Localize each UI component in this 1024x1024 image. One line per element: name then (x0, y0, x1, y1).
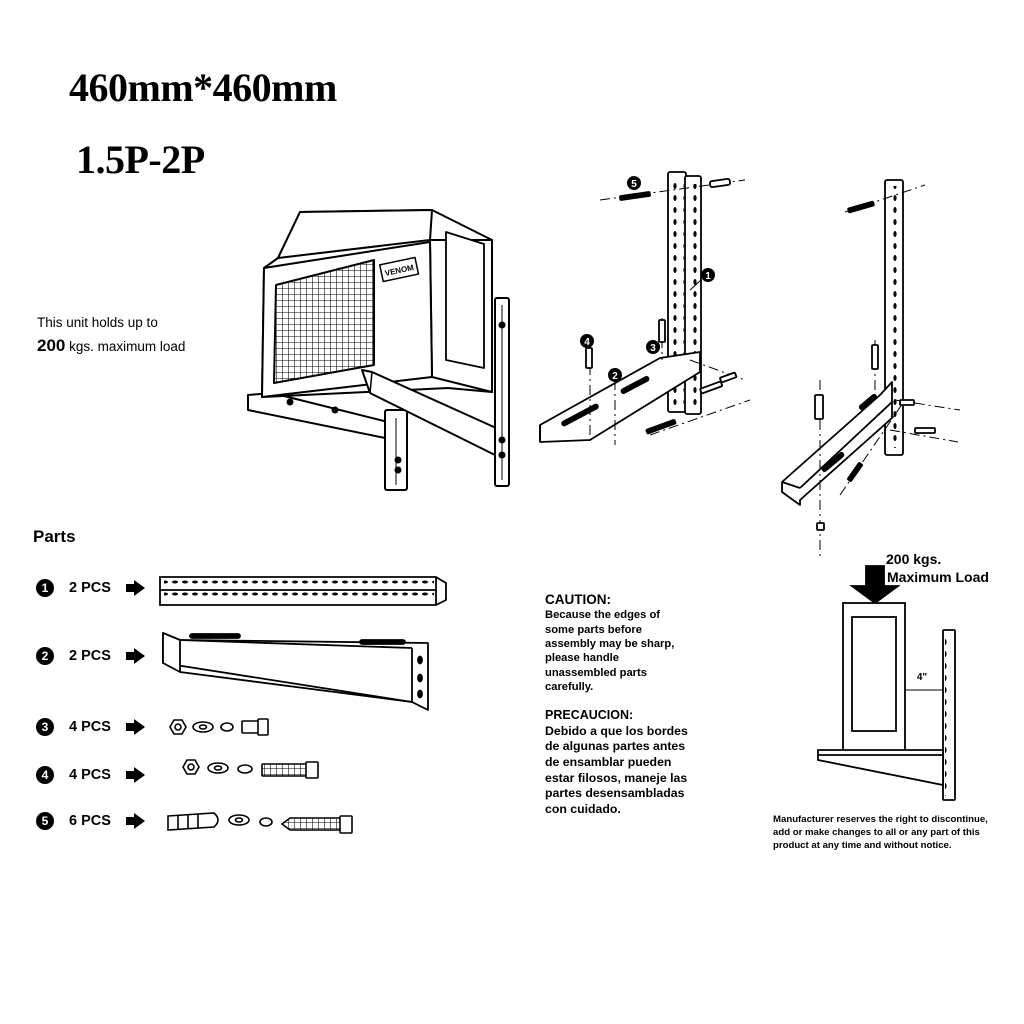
arrow-right-icon (134, 719, 145, 735)
part-5-hardware (168, 813, 352, 833)
arrow-right-icon (134, 648, 145, 664)
caution-line: assembly may be sharp, (545, 637, 675, 650)
part-1-angle-rail (160, 577, 446, 605)
callout-2-marker (608, 368, 622, 382)
part-row-3 (36, 716, 145, 738)
part-quantity: 4 PCS (69, 719, 111, 735)
part-3-hardware (170, 719, 268, 735)
exploded-bracket-diagram (540, 172, 750, 445)
svg-text:5: 5 (631, 179, 637, 190)
part-quantity: 4 PCS (69, 767, 111, 783)
unit-brand-text: VENOM (384, 263, 415, 278)
precaucion-block (545, 708, 688, 818)
caution-line: carefully. (545, 680, 594, 693)
manufacturer-note-line: Manufacturer reserves the right to discontinue, (773, 814, 988, 825)
arrow-right-icon (134, 813, 145, 829)
part-row-1 (36, 577, 145, 599)
precaucion-line: estar filosos, maneje las (545, 770, 688, 785)
part-quantity: 6 PCS (69, 813, 111, 829)
ac-unit-illustration (248, 210, 509, 490)
part-number-badge: 5 (36, 812, 54, 830)
part-quantity: 2 PCS (69, 648, 111, 664)
precaucion-line: Debido a que los bordes (545, 723, 688, 738)
manufacturer-note-line: product at any time and without notice. (773, 839, 952, 851)
part-number-badge: 4 (36, 766, 54, 784)
clearance-label: 4" (916, 672, 928, 683)
callout-5-marker (627, 176, 641, 190)
load-note-rest: kgs. maximum load (69, 339, 186, 355)
part-number-badge: 1 (36, 579, 54, 597)
parts-heading: Parts (33, 527, 76, 546)
caution-line: please handle (545, 652, 619, 665)
part-4-hardware (183, 760, 318, 778)
precaucion-heading: PRECAUCION: (545, 708, 634, 722)
assembled-bracket-diagram (782, 180, 960, 560)
precaucion-line: con cuidado. (545, 801, 621, 816)
caution-heading: CAUTION: (545, 592, 611, 607)
load-note-value: 200 (37, 336, 66, 356)
caution-line: Because the edges of (545, 609, 661, 622)
svg-text:3: 3 (650, 343, 656, 354)
manufacturer-note (773, 814, 988, 853)
precaucion-line: de ensamblar pueden (545, 755, 672, 770)
callout-4-marker (580, 334, 594, 348)
part-number-badge: 2 (36, 647, 54, 665)
part-quantity: 2 PCS (69, 580, 111, 596)
svg-text:4: 4 (584, 337, 590, 348)
part-row-5 (36, 810, 145, 832)
load-note-line1: This unit holds up to (37, 315, 158, 330)
svg-text:2: 2 (612, 371, 618, 382)
size-title: 460mm*460mm (69, 65, 337, 110)
part-row-2 (36, 645, 145, 667)
caution-line: some parts before (545, 623, 642, 636)
max-load-label (886, 551, 941, 569)
arrow-right-icon (134, 767, 145, 783)
manufacturer-note-line: add or make changes to all or any part of this (773, 826, 980, 838)
part-2-bracket-arm (163, 633, 428, 710)
max-load-caption: Maximum Load (887, 569, 989, 585)
arrow-right-icon (134, 580, 145, 596)
svg-text:1: 1 (705, 271, 711, 282)
load-diagram (818, 566, 955, 800)
part-number-badge: 3 (36, 718, 54, 736)
part-row-4 (36, 764, 145, 786)
precaucion-line: de algunas partes antes (545, 739, 686, 754)
precaucion-line: partes desensambladas (545, 786, 685, 801)
max-load-value: 200 kgs. (886, 551, 942, 567)
callout-3-marker (646, 340, 660, 354)
caution-block (545, 591, 674, 694)
caution-line: unassembled parts (545, 666, 647, 679)
capacity-title: 1.5P-2P (76, 137, 205, 182)
